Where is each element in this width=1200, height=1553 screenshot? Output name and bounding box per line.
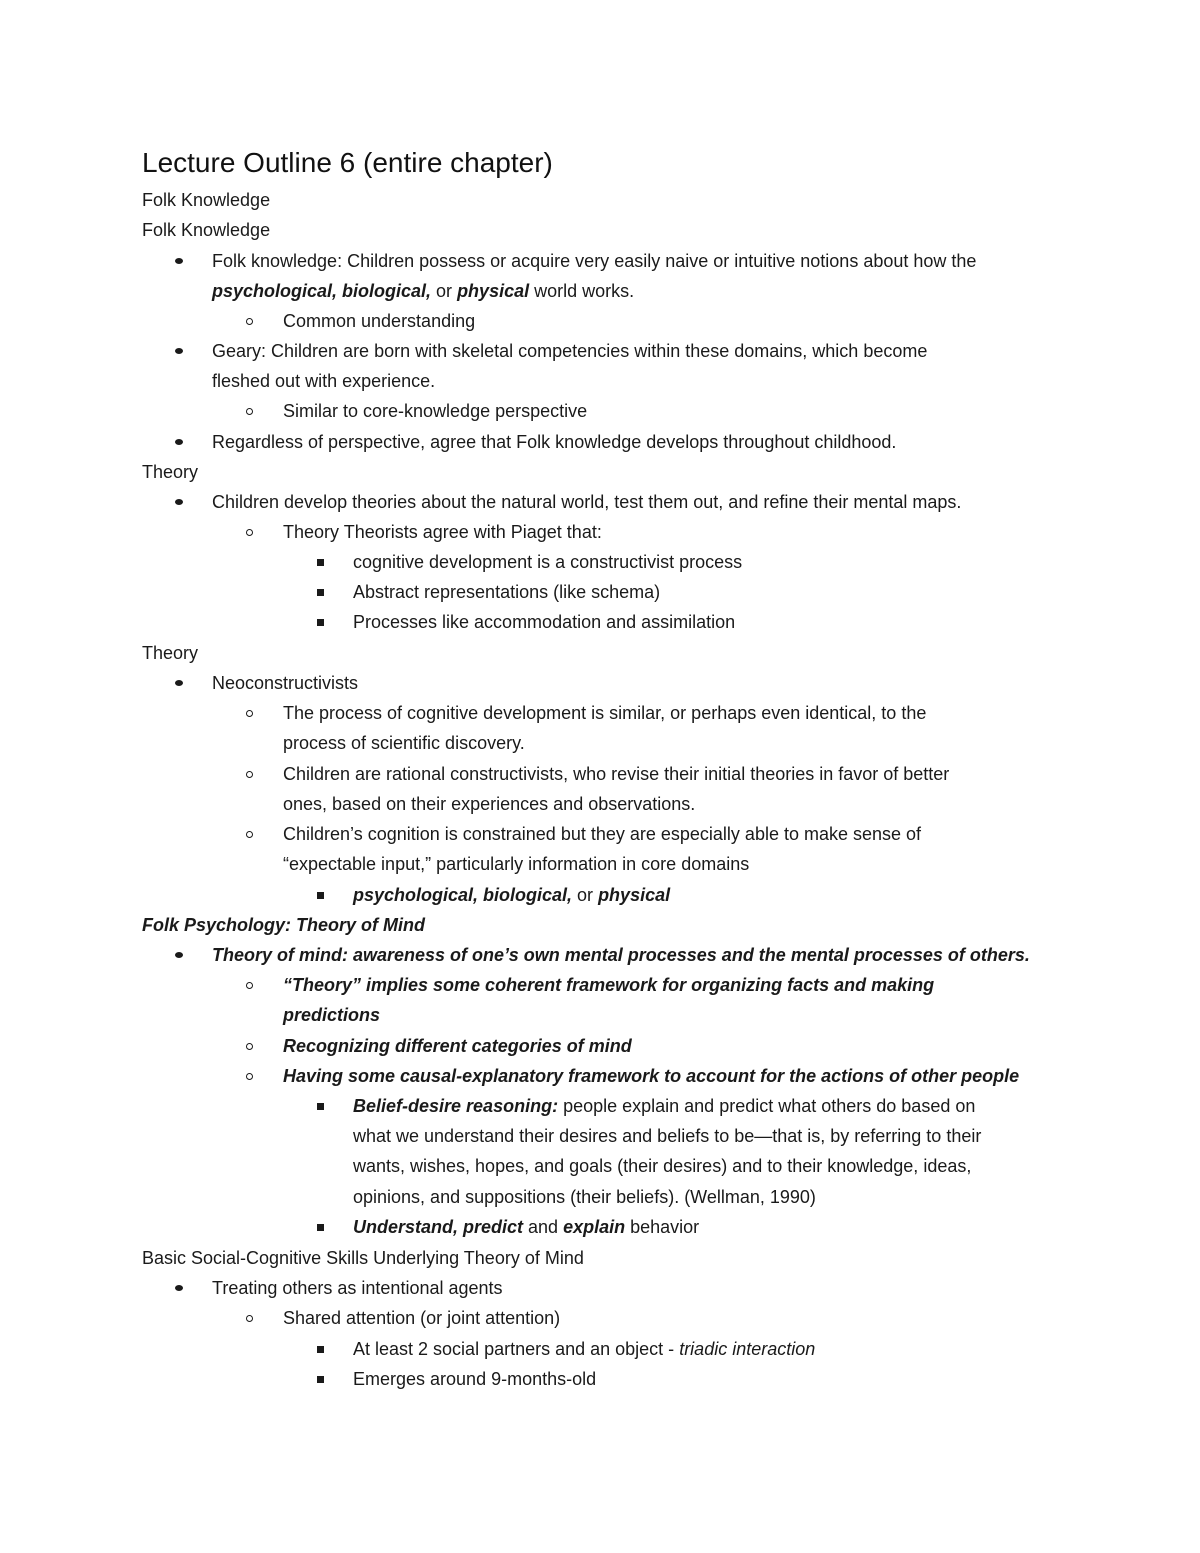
- bullet-square-icon: [317, 589, 324, 596]
- bullet-circle-icon: [246, 318, 253, 325]
- bullet-square-icon: [317, 1103, 324, 1110]
- section-heading: Folk Psychology: Theory of Mind: [142, 915, 426, 935]
- list-item: Emerges around 9-months-old: [353, 1369, 597, 1389]
- bullet-disc-icon: [175, 348, 183, 354]
- bullet-square-icon: [317, 559, 324, 566]
- bullet-circle-icon: [246, 710, 253, 717]
- bullet-square-icon: [317, 892, 324, 899]
- list-item: Having some causal-explanatory framework to account for the actions of other people: [283, 1066, 1020, 1086]
- plain-text: or: [431, 281, 458, 301]
- list-item: Children’s cognition is constrained but they are especially able to make sense of: [283, 824, 922, 844]
- bullet-square-icon: [317, 1376, 324, 1383]
- list-item: Recognizing different categories of mind: [283, 1036, 632, 1056]
- list-item-continuation: what we understand their desires and beliefs to be—that is, by referring to their: [353, 1126, 982, 1146]
- bullet-disc-icon: [175, 952, 183, 958]
- section-heading: Theory: [142, 643, 199, 663]
- list-item: Similar to core-knowledge perspective: [283, 401, 588, 421]
- bullet-square-icon: [317, 619, 324, 626]
- emphasis-text: explain: [563, 1217, 626, 1237]
- list-item: Theory Theorists agree with Piaget that:: [283, 522, 602, 542]
- plain-text: and: [523, 1217, 564, 1237]
- bullet-circle-icon: [246, 1073, 253, 1080]
- section-heading: Folk Knowledge: [142, 220, 271, 240]
- page-title: Lecture Outline 6 (entire chapter): [142, 147, 553, 178]
- bullet-disc-icon: [175, 680, 183, 686]
- list-item: Theory of mind: awareness of one’s own mental processes and the mental processes of others.: [212, 945, 1030, 965]
- list-item: Children are rational constructivists, who revise their initial theories in favor of better: [283, 764, 950, 784]
- list-item: Neoconstructivists: [212, 673, 359, 693]
- list-item: Folk knowledge: Children possess or acquire very easily naive or intuitive notions about how the: [212, 251, 977, 271]
- list-item: Geary: Children are born with skeletal competencies within these domains, which become: [212, 341, 928, 361]
- list-item: “Theory” implies some coherent framework for organizing facts and making: [283, 975, 935, 995]
- list-item: [353, 1212, 699, 1242]
- bullet-circle-icon: [246, 771, 253, 778]
- list-item: Abstract representations (like schema): [353, 582, 661, 602]
- plain-text: world works.: [529, 281, 635, 301]
- list-item-continuation: wants, wishes, hopes, and goals (their desires) and to their knowledge, ideas,: [353, 1156, 972, 1176]
- plain-text: behavior: [625, 1217, 700, 1237]
- bullet-circle-icon: [246, 1043, 253, 1050]
- bullet-circle-icon: [246, 529, 253, 536]
- section-heading: Basic Social-Cognitive Skills Underlying Theory of Mind: [142, 1248, 584, 1268]
- bullet-circle-icon: [246, 831, 253, 838]
- list-item-continuation: predictions: [283, 1005, 381, 1025]
- list-item: Regardless of perspective, agree that Folk knowledge develops throughout childhood.: [212, 432, 897, 452]
- list-item: [353, 880, 670, 910]
- list-item-continuation: “expectable input,” particularly information in core domains: [283, 854, 750, 874]
- bullet-square-icon: [317, 1224, 324, 1231]
- list-item-continuation: [212, 276, 634, 306]
- list-item-continuation: process of scientific discovery.: [283, 733, 525, 753]
- plain-text: people explain and predict what others do based on: [558, 1096, 976, 1116]
- emphasis-text: triadic interaction: [679, 1339, 816, 1359]
- plain-text: or: [572, 885, 599, 905]
- bullet-disc-icon: [175, 499, 183, 505]
- list-item: [353, 1334, 815, 1364]
- bullet-disc-icon: [175, 1285, 183, 1291]
- emphasis-text: physical: [457, 281, 530, 301]
- bullet-square-icon: [317, 1346, 324, 1353]
- bullet-disc-icon: [175, 439, 183, 445]
- list-item-continuation: fleshed out with experience.: [212, 371, 436, 391]
- list-item-continuation: ones, based on their experiences and observations.: [283, 794, 696, 814]
- list-item-continuation: opinions, and suppositions (their beliefs). (Wellman, 1990): [353, 1187, 816, 1207]
- bullet-circle-icon: [246, 408, 253, 415]
- emphasis-text: psychological, biological,: [353, 885, 573, 905]
- list-item: Processes like accommodation and assimilation: [353, 612, 736, 632]
- list-item: [353, 1091, 975, 1121]
- list-item: cognitive development is a constructivist process: [353, 552, 743, 572]
- list-item: Children develop theories about the natural world, test them out, and refine their mental maps.: [212, 492, 962, 512]
- bullet-circle-icon: [246, 1315, 253, 1322]
- list-item: The process of cognitive development is similar, or perhaps even identical, to the: [283, 703, 927, 723]
- list-item: Shared attention (or joint attention): [283, 1308, 561, 1328]
- emphasis-text: Understand, predict: [353, 1217, 524, 1237]
- bullet-circle-icon: [246, 982, 253, 989]
- list-item: Common understanding: [283, 311, 476, 331]
- list-item: Treating others as intentional agents: [212, 1278, 503, 1298]
- plain-text: At least 2 social partners and an object -: [353, 1339, 680, 1359]
- emphasis-text: physical: [598, 885, 671, 905]
- emphasis-text: Belief-desire reasoning:: [353, 1096, 559, 1116]
- emphasis-text: psychological, biological,: [212, 281, 432, 301]
- bullet-disc-icon: [175, 258, 183, 264]
- section-heading: Theory: [142, 462, 199, 482]
- section-heading: Folk Knowledge: [142, 190, 271, 210]
